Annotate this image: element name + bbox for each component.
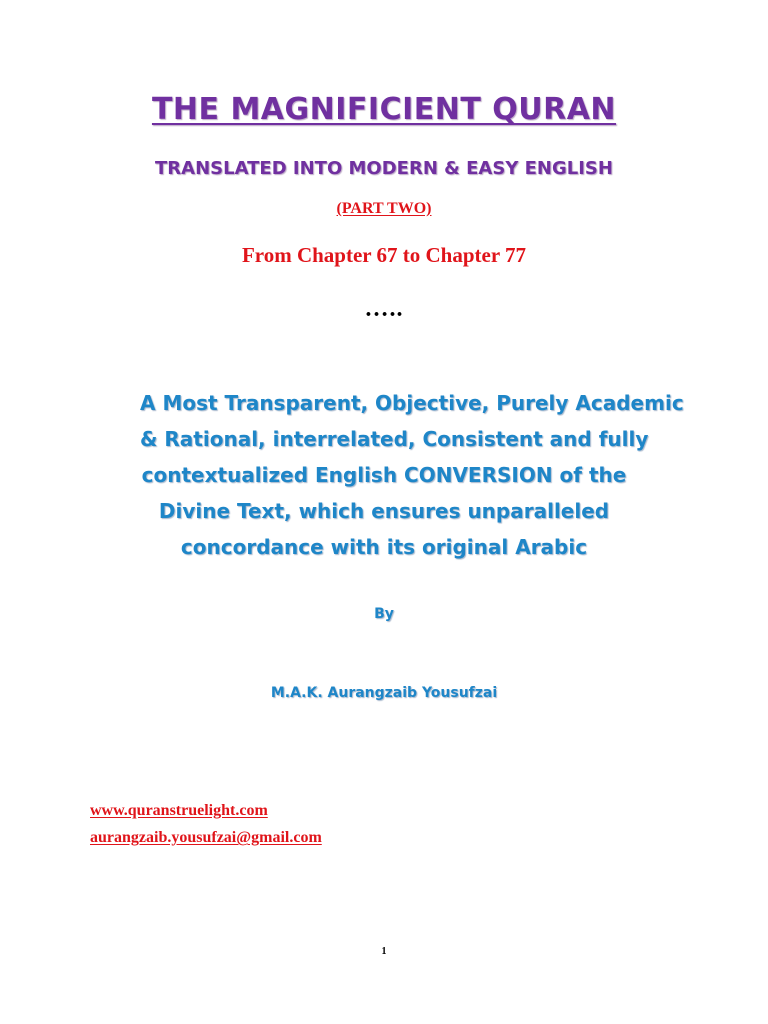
chapter-range: From Chapter 67 to Chapter 77	[241, 243, 527, 267]
description-line: concordance with its original Arabic	[180, 535, 588, 559]
book-title: THE MAGNIFICIENT QURAN	[151, 92, 617, 127]
page-number: 1	[381, 946, 387, 957]
description-line: A Most Transparent, Objective, Purely Academic	[140, 391, 684, 415]
description-line: contextualized English CONVERSION of the	[141, 463, 627, 487]
description-block	[140, 385, 684, 565]
author-name: M.A.K. Aurangzaib Yousufzai	[270, 685, 498, 701]
description-line: & Rational, interrelated, Consistent and fully	[140, 427, 649, 451]
email-link[interactable]: aurangzaib.yousufzai@gmail.com	[90, 829, 322, 846]
description-line: Divine Text, which ensures unparalleled	[158, 499, 610, 523]
website-link[interactable]: www.quranstruelight.com	[90, 802, 268, 819]
part-label: (PART TWO)	[336, 200, 432, 217]
book-subtitle: TRANSLATED INTO MODERN & EASY ENGLISH	[155, 158, 613, 179]
ellipsis-separator: …..	[364, 296, 404, 322]
by-label: By	[374, 606, 394, 622]
